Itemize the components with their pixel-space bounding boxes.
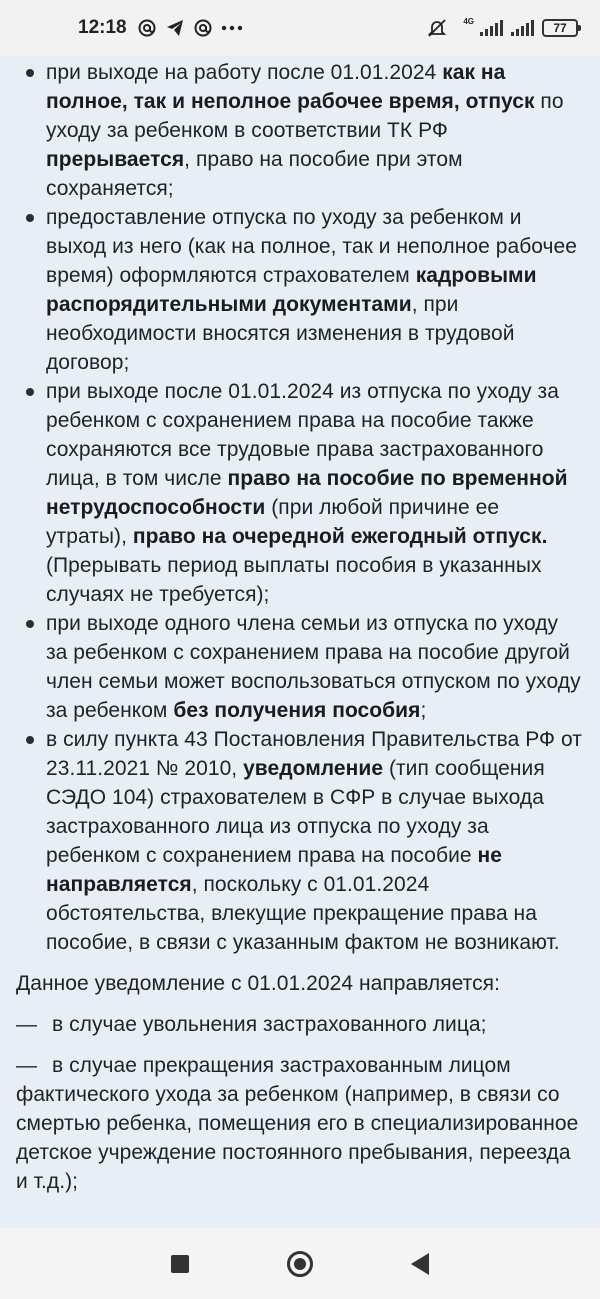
text-segment: предоставление отпуска по уходу за ребенком и выход из него (как на полное, так и неполное рабочее время) оформляются страхователем — [46, 206, 577, 287]
recents-button[interactable] — [120, 1234, 240, 1294]
network-type: 4G — [463, 17, 474, 26]
status-right-group — [427, 18, 578, 38]
back-triangle-icon — [411, 1253, 429, 1275]
text-segment: при выходе одного члена семьи из отпуска по уходу за ребенком с сохранением права на пособие другой член семьи может воспользоваться отпуском по уходу за ребенком — [46, 612, 581, 722]
bullet-item — [16, 58, 582, 203]
text-segment: (при любой причине ее утраты), — [46, 496, 500, 548]
text-segment: по уходу за ребенком в соответствии ТК РФ — [46, 90, 564, 142]
signal-icon — [480, 20, 503, 36]
bold-text: право на очередной ежегодный отпуск. — [132, 525, 548, 548]
at-icon — [137, 18, 157, 38]
dash-mark: — — [16, 1054, 38, 1077]
telegram-icon — [165, 18, 185, 38]
text-segment: (Прерывать период выплаты пособия в указанных случаях не требуется); — [46, 554, 542, 606]
bold-text: право на пособие по временной нетрудоспособности — [46, 467, 568, 519]
text-segment: в силу пункта 43 Постановления Правительства РФ от 23.11.2021 № 2010, — [46, 728, 582, 780]
bullet-item — [16, 377, 582, 609]
bold-text: как на полное, так и неполное рабочее время, отпуск — [46, 61, 535, 113]
bold-text: без получения пособия — [173, 699, 421, 722]
bullet-list — [16, 58, 582, 957]
bold-text: прерывается — [46, 148, 185, 171]
text-segment: (тип сообщения СЭДО 104) страхователем в СФР в случае выхода застрахованного лица из отпуска по уходу за ребенком с сохранением права на пособие — [46, 757, 545, 867]
at-icon — [193, 18, 213, 38]
bullet-item — [16, 609, 582, 725]
text-segment: , при необходимости вносятся изменения в трудовой договор; — [46, 293, 515, 374]
bold-text: уведомление — [243, 757, 384, 780]
battery-level: 77 — [553, 21, 567, 35]
article-paragraph: Данное уведомление с 01.01.2024 направляется: — [16, 972, 500, 995]
back-button[interactable] — [360, 1234, 480, 1294]
text-segment: при выходе на работу после 01.01.2024 — [46, 61, 443, 84]
status-time: 12:18 — [78, 17, 127, 38]
home-circle-icon — [287, 1251, 313, 1277]
battery-icon — [542, 19, 578, 37]
status-bar — [0, 0, 600, 56]
dash-text: в случае прекращения застрахованным лицом фактического ухода за ребенком (например, в связи со смертью ребенка, помещения его в специализированное детское учреждение постоянного пребывания, переезда и т.д.); — [16, 1054, 579, 1193]
dash-mark: — — [16, 1013, 38, 1036]
text-segment: , поскольку с 01.01.2024 обстоятельства, влекущие прекращение права на пособие, в связи с указанным фактом не возникают. — [46, 873, 560, 954]
bold-text: не направляется — [46, 844, 502, 896]
dash-text: в случае увольнения застрахованного лица; — [52, 1013, 487, 1036]
navigation-bar — [0, 1228, 600, 1299]
text-segment: , право на пособие при этом сохраняется; — [46, 148, 463, 200]
mute-icon — [427, 18, 447, 38]
dash-item — [16, 1051, 582, 1196]
home-button[interactable] — [240, 1234, 360, 1294]
article-content[interactable] — [0, 56, 600, 1228]
dash-item — [16, 1010, 582, 1039]
bullet-item — [16, 203, 582, 377]
recents-square-icon — [171, 1255, 189, 1273]
dash-list — [16, 1010, 582, 1196]
signal-icon — [511, 20, 534, 36]
bullet-item — [16, 725, 582, 957]
text-segment: ; — [420, 699, 427, 722]
bold-text: кадровыми распорядительными документами — [46, 264, 537, 316]
more-icon — [221, 24, 243, 32]
text-segment: при выходе после 01.01.2024 из отпуска по уходу за ребенком с сохранением права на пособие также сохраняются все трудовые права застрахованного лица, в том числе — [46, 380, 559, 490]
